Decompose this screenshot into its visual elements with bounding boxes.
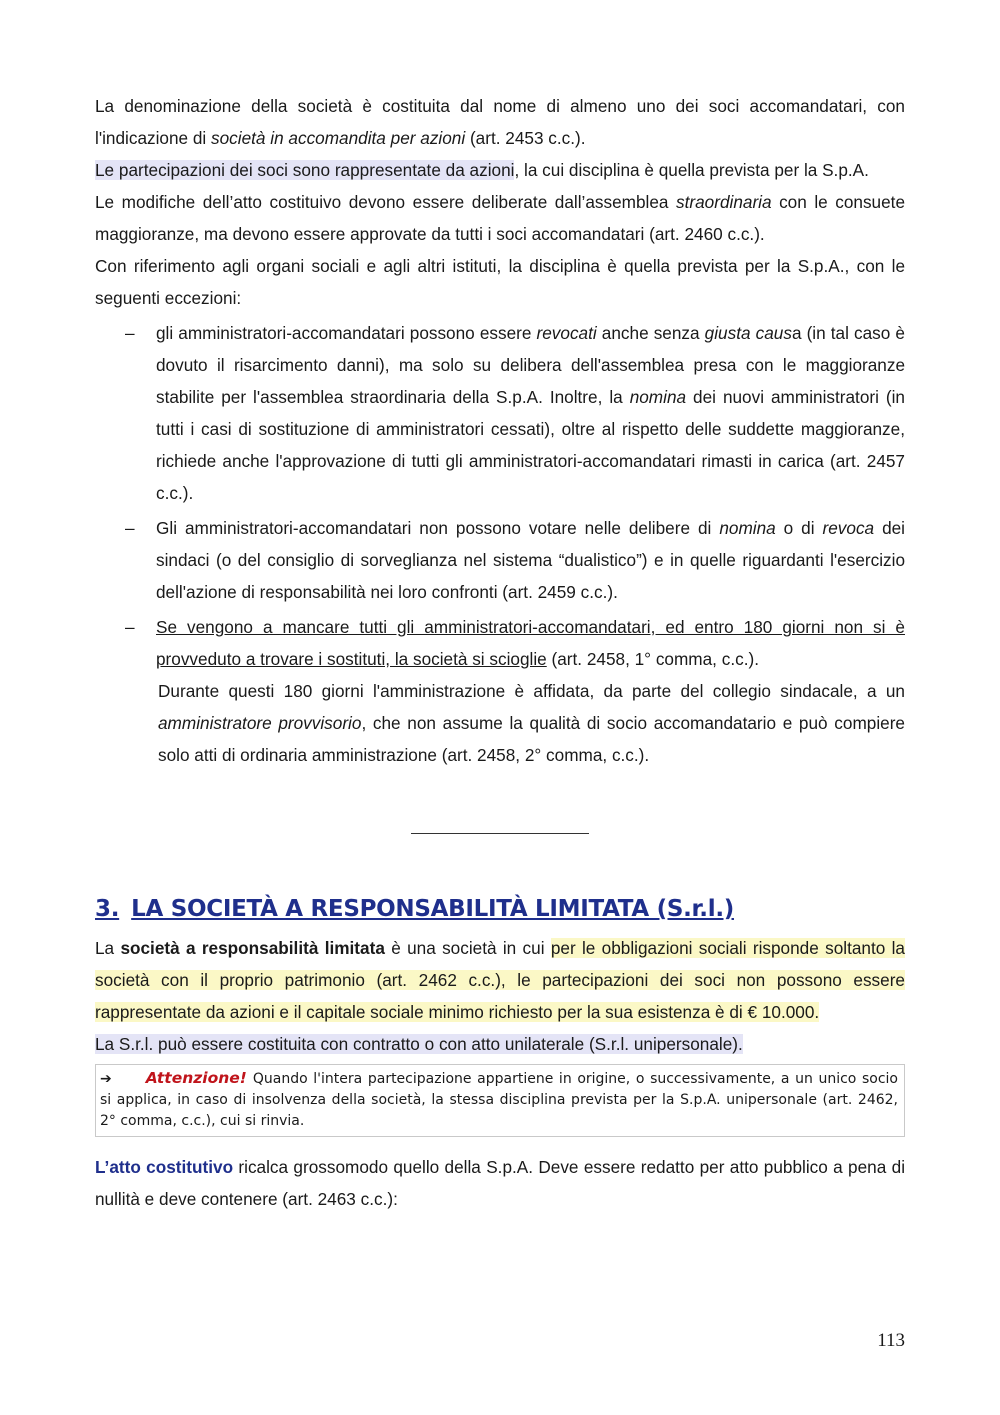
exceptions-list: [95, 317, 905, 675]
dash-bullet: –: [125, 323, 135, 343]
paragraph-srl-costituzione: [95, 1028, 905, 1060]
paragraph-amministratore-provvisorio: Durante questi 180 giorni l'amministrazione è affidata, da parte del collegio sindacale, a un amministratore provvisorio, che non assume la qualità di socio accomandatario e può compiere solo atti di ordinaria amministrazione (art. 2458, 2° comma, c.c.).: [158, 681, 905, 765]
page-number: 113: [877, 1330, 905, 1351]
section-heading: [95, 892, 905, 926]
section-title: LA SOCIETÀ A RESPONSABILITÀ LIMITATA (S.r.l.): [131, 896, 734, 922]
underlined-text: Se vengono a mancare tutti gli amministratori-accomandatari, ed entro 180 giorni non si è provveduto a trovare i sostituti, la società si scioglie: [156, 617, 905, 669]
list-item: – Gli amministratori-accomandatari non possono votare nelle delibere di nomina o di revoca dei sindaci (o del consiglio di sorveglianza nel sistema “dualistico”) e in quelle riguardanti l'esercizio dell'azione di responsabilità nei loro confronti (art. 2459 c.c.).: [95, 512, 905, 608]
list-item: – Se vengono a mancare tutti gli amministratori-accomandatari, ed entro 180 giorni non si è provveduto a trovare i sostituti, la società si scioglie (art. 2458, 1° comma, c.c.).: [95, 611, 905, 675]
list-item: – gli amministratori-accomandatari possono essere revocati anche senza giusta causa (in tal caso è dovuto il risarcimento danni), ma solo su delibera dell'assemblea presa con le maggioranze stabilite per l'assemblea straordinaria della S.p.A. Inoltre, la nomina dei nuovi amministratori (in tutti i casi di sostituzione di amministratori cessati), oltre al rispetto delle suddette maggioranze, richiede anche l'approvazione di tutti gli amministratori-accomandatari rimasti in carica (art. 2457 c.c.).: [95, 317, 905, 509]
highlight-blue: Le partecipazioni dei soci sono rappresentate da azioni: [95, 160, 515, 180]
dash-bullet: –: [125, 518, 135, 538]
arrow-right-icon: ➔: [100, 1071, 112, 1087]
document-page: [95, 90, 905, 1215]
attention-box: [95, 1064, 905, 1137]
dash-bullet: –: [125, 617, 135, 637]
paragraph-modifiche: Le modifiche dell’atto costituivo devono essere deliberate dall’assemblea straordinaria con le consuete maggioranze, ma devono essere approvate da tutti i soci accomandatari (art. 2460 c.c.).: [95, 192, 906, 244]
paragraph-partecipazioni: Le partecipazioni dei soci sono rappresentate da azioni, la cui disciplina è quella prevista per la S.p.A.: [95, 160, 869, 180]
attention-text: Quando l'intera partecipazione appartiene in origine, o successivamente, a un unico socio si applica, in caso di insolvenza della società, la stessa disciplina prevista per la S.p.A. unipersonale (art. 2462, 2° comma, c.c.), cui si rinvia.: [100, 1071, 898, 1129]
section-number: 3.: [95, 896, 120, 922]
paragraph-organi-sociali: Con riferimento agli organi sociali e agli altri istituti, la disciplina è quella prevista per la S.p.A., con le seguenti eccezioni:: [95, 256, 905, 308]
section-separator: [411, 819, 589, 834]
attention-label: Attenzione!: [145, 1069, 247, 1087]
paragraph-srl-definition: La società a responsabilità limitata è una società in cui per le obbligazioni sociali risponde soltanto la società con il proprio patrimonio (art. 2462 c.c.), le partecipazioni dei soci non possono essere rappresentate da azioni e il capitale sociale minimo richiesto per la sua esistenza è di € 10.000.: [95, 938, 905, 1022]
term-atto-costitutivo: L’atto costitutivo: [95, 1157, 234, 1177]
highlight-blue: La S.r.l. può essere costituita con contratto o con atto unilaterale (S.r.l. unipersonale).: [95, 1034, 743, 1054]
paragraph-atto-costitutivo: L’atto costitutivo ricalca grossomodo quello della S.p.A. Deve essere redatto per atto pubblico a pena di nullità e deve contenere (art. 2463 c.c.):: [95, 1157, 906, 1209]
paragraph-denominazione: La denominazione della società è costituita dal nome di almeno uno dei soci accomandatari, con l'indicazione di società in accomandita per azioni (art. 2453 c.c.).: [95, 96, 905, 148]
highlight-yellow: per le obbligazioni sociali risponde soltanto la società con il proprio patrimonio (art. 2462 c.c.), le partecipazioni dei soci non possono essere rappresentate da azioni e il capitale sociale minimo richiesto per la sua esistenza è di € 10.000.: [95, 938, 905, 1022]
